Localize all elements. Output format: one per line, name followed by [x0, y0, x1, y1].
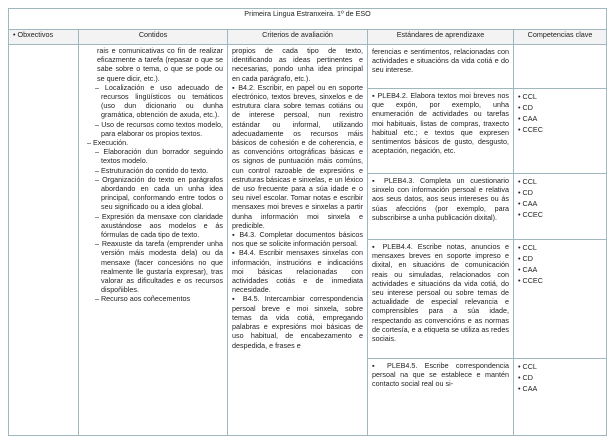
standard-block	[368, 359, 513, 435]
competence-item: • CD	[518, 373, 533, 382]
competence-block	[514, 45, 606, 89]
competence-block	[514, 359, 606, 435]
standard-text: ▪ PLEB4.5. Escribe correspondencia persoal na que se establece e mantén contacto social real ou si-	[372, 361, 509, 389]
header-objectives: • Obxectivos	[9, 30, 79, 45]
contents-item: – Execución.	[87, 138, 129, 148]
header-competences: Competencias clave	[514, 30, 607, 45]
standard-text: ▪ PLEB4.4. Escribe notas, anuncios e mensaxes breves en soporte impreso e dixital, en situacións de comunicación reais ou simuladas, relacionados con actividades e situacións da vida cotiá, do seu interese persoal ou sobre temas de actualidade de especial relevancia e comprensibles para a súa idade, respectando as convencións e as normas de cortesía, e a etiqueta se utiliza as redes sociais.	[372, 242, 509, 344]
standard-block	[368, 240, 513, 359]
competence-item: • CD	[518, 188, 533, 197]
contents-item: – Recurso aos coñecementos	[95, 294, 191, 304]
contents-item: – Organización do texto en parágrafos abordando en cada un unha idea principal, conformando entre todos o seu significado ou a idea global.	[95, 174, 223, 212]
curriculum-table	[8, 8, 607, 436]
competence-item: • CD	[518, 254, 533, 263]
competence-item: • CAA	[518, 265, 538, 274]
competences-list	[514, 45, 606, 435]
competence-item: • CCEC	[518, 125, 543, 134]
competences-cell	[514, 45, 607, 436]
competence-item: • CAA	[518, 114, 538, 123]
contents-item: – Uso de recursos como textos modelo, para elaborar os propios textos.	[95, 119, 223, 138]
standard-block	[368, 89, 513, 174]
criteria-item: ▪ B4.5. Intercambiar correspondencia persoal breve e moi sinxela, sobre temas da vida cotiá, empregando palabras e expresións moi básicas de uso habitual, de encabezamento e despedida, e frases e	[232, 294, 363, 350]
objectives-cell	[9, 45, 79, 436]
competence-item: • CCL	[518, 177, 537, 186]
contents-item: – Expresión da mensaxe con claridade axustándose aos modelos e ás fórmulas de cada tipo de texto.	[95, 211, 223, 240]
standards-cell	[368, 45, 514, 436]
competence-item: • CAA	[518, 384, 538, 393]
competence-item: • CCEC	[518, 276, 543, 285]
competence-block	[514, 89, 606, 174]
contents-item: – Elaboración dun borrador seguindo textos modelo.	[95, 147, 223, 166]
table-title: Primeira Lingua Estranxeira. 1º de ESO	[9, 9, 607, 30]
competence-item: • CCL	[518, 362, 537, 371]
competence-item: • CCEC	[518, 210, 543, 219]
contents-list	[79, 45, 227, 304]
header-contents: Contidos	[79, 30, 228, 45]
standards-list	[368, 45, 513, 435]
competence-item: • CD	[518, 103, 533, 112]
standard-text: ▪ PLEB4.2. Elabora textos moi breves nos que expón, por exemplo, unha enumeración de actividades ou tarefas moi habituais, listas de compras, traxecto habitual etc.; e textos que expresen sentimentos básicos de gusto, desgusto, aceptación, negación, etc.	[372, 91, 509, 156]
standard-block	[368, 174, 513, 240]
standard-block	[368, 45, 513, 89]
header-standards: Estándares de aprendizaxe	[368, 30, 514, 45]
competence-block	[514, 174, 606, 240]
criteria-item: ▪ B4.4. Escribir mensaxes sinxelas con información, instrucións e indicacións moi básicas relacionadas con actividades cotiás e de inmediata necesidade.	[232, 248, 363, 295]
competence-block	[514, 240, 606, 359]
contents-item: – Estruturación do contido do texto.	[95, 165, 209, 175]
criteria-item: propios de cada tipo de texto, identificando as ideas pertinentes e necesarias, pondo unha idea principal en cada parágrafo, etc.).	[232, 46, 363, 83]
standard-text: ferencias e sentimentos, relacionadas con actividades e situacións da vida cotiá e do seu interese.	[372, 47, 509, 75]
competence-item: • CAA	[518, 199, 538, 208]
criteria-list	[228, 45, 367, 350]
header-criteria: Criterios de avaliación	[228, 30, 368, 45]
criteria-item: ▪ B4.3. Completar documentos básicos nos que se solicite información persoal.	[232, 230, 363, 249]
criteria-item: ▪ B4.2. Escribir, en papel ou en soporte electrónico, textos breves, sinxelos e de estrutura clara sobre temas cotiáns ou de interese persoal, nun rexistro estándar ou informal, utilizando adecuadamente os recursos máis básicos de cohesión e de coherencia, e as convencións ortográficas básicas e os signos de puntuación máis comúns, cun control razoable de expresións e estruturas básicas e sinxelas, e un léxico de uso frecuente para a súa idade e o seu nivel escolar. Tomar notas e escribir mensaxes moi breves e sinxelas a partir dunha información moi sinxela e predicible.	[232, 82, 363, 230]
criteria-cell	[228, 45, 368, 436]
contents-item: – Reaxuste da tarefa (emprender unha versión máis modesta dela) ou da mensaxe (facer concesións no que realmente lle gustaría expresar), tras valorar as dificultades e os recursos dispoñibles.	[95, 239, 223, 295]
competence-item: • CCL	[518, 243, 537, 252]
contents-item: rais e comunicativas co fin de realizar eficazmente a tarefa (repasar o que se sabe sobre o tema, o que se pode ou se quere dicir, etc.).	[97, 46, 223, 83]
contents-item: – Localización e uso adecuado de recursos lingüísticos ou temáticos (uso dun dicionario ou dunha gramática, obtención de axuda, etc.).	[95, 82, 223, 120]
contents-cell	[79, 45, 228, 436]
standard-text: ▪ PLEB4.3. Completa un cuestionario sinxelo con información persoal e relativa aos seus datos, aos seus intereses ou ás súas afeccións (por exemplo, para subscribirse a unha publicación dixital).	[372, 176, 509, 222]
competence-item: • CCL	[518, 92, 537, 101]
